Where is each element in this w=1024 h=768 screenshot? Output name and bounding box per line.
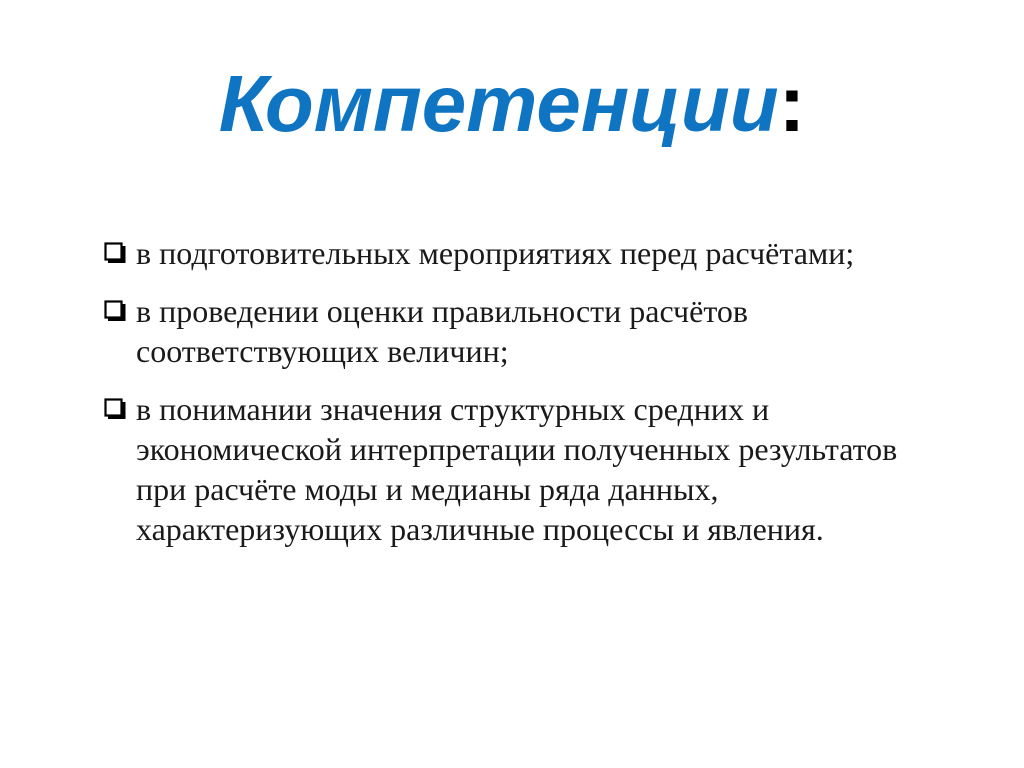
slide-title-text: Компетенции (218, 59, 779, 148)
slide-title-colon: : (778, 59, 806, 148)
hollow-square-bullet-icon (104, 398, 126, 420)
bullet-item (104, 291, 944, 371)
bullet-text: в подготовительных мероприятиях перед расчётами; (136, 235, 855, 271)
hollow-square-bullet-icon (104, 242, 126, 264)
bullet-text: в проведении оценки правильности расчётов соответствующих величин; (136, 293, 749, 369)
bullet-list (104, 233, 944, 567)
bullet-item (104, 233, 944, 273)
bullet-item (104, 389, 944, 549)
hollow-square-bullet-icon (104, 300, 126, 322)
slide-title (0, 56, 1024, 152)
bullet-text: в понимании значения структурных средних и экономической интерпретации полученных результатов при расчёте моды и медианы ряда данных, характеризующих различные процессы и явления. (136, 391, 898, 547)
